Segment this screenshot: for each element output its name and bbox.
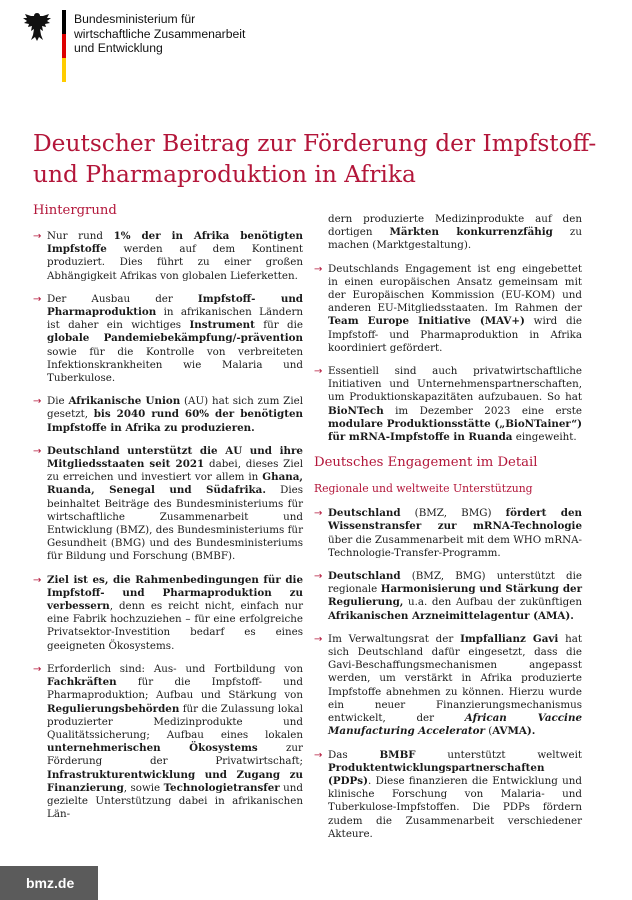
bullet-text: zur Förderung der Privatwirtschaft;: [47, 742, 303, 768]
bullet-emphasis: Team Europe Initiative (MAV+): [328, 315, 525, 328]
title-line: Deutscher Beitrag zur Förderung der Impfstoff-: [33, 130, 597, 157]
bullet-text: Erforderlich sind: Aus- und Fortbildung von: [47, 662, 303, 675]
bullet-emphasis: Deutschland: [328, 570, 401, 583]
bullet-emphasis: Infrastrukturentwicklung und Zugang zu Finanzierung: [47, 768, 303, 794]
arrow-icon: →: [314, 749, 323, 761]
ministry-name: [74, 12, 274, 56]
title-line: und Pharmaproduktion in Afrika: [33, 161, 416, 188]
continued-paragraph: [314, 213, 582, 253]
bullet-text: dern produzierte Medizinprodukte auf den dortigen: [328, 213, 582, 239]
bullet-item: [33, 663, 303, 821]
bullet-emphasis: Technologietransfer: [163, 781, 280, 794]
bullet-text: Dies beinhaltet Beiträge des Bundesministeriums für wirtschaftliche Zusammenarbeit und Entwicklung (BMZ), des Bundesministeriums für Gesundheit (BMG) und des Bundesministeriums für Bildung und Forschung (BMBF).: [47, 484, 303, 563]
section-heading-background: Hintergrund: [33, 203, 117, 218]
bullet-text: , sowie: [123, 781, 164, 794]
bullet-item: [314, 749, 582, 841]
bullet-text: für die Impfstoff- und Pharmaproduktion; Aufbau und Stärkung von: [47, 676, 303, 702]
bullet-text: Die: [47, 395, 69, 408]
bullet-text: u.a. den Aufbau der zukünftigen: [403, 596, 582, 609]
bullet-emphasis: modulare Produktionsstätte („BioNTainer“) für mRNA-Impfstoffe in Ruanda: [328, 417, 582, 444]
bullet-text: (: [484, 725, 493, 738]
bullet-item: [33, 293, 303, 385]
bullet-emphasis: bis 2040 rund 60% der benötigten Impfstoffe in Afrika zu produzieren.: [47, 408, 303, 434]
arrow-icon: →: [314, 633, 323, 645]
bullet-emphasis: Regulierungsbehörden: [47, 702, 180, 715]
bullet-emphasis: 1% der in Afrika benötigten Impfstoffe: [47, 230, 303, 256]
page-title: [33, 128, 613, 190]
bullet-text: dabei, dieses Ziel zu erreichen und investiert vor allem in: [47, 458, 304, 484]
bullet-item: [314, 507, 582, 560]
flag-bar: [62, 10, 66, 82]
bullet-text: und gezielte Unterstützung dabei in afrikanischen Län-: [47, 781, 303, 821]
ministry-line: Bundesministerium für: [74, 12, 196, 26]
bullet-text: werden auf dem Kontinent produziert. Dies führt zu einer großen Abhängigkeit Afrikas von globalen Lieferketten.: [47, 243, 303, 282]
bullet-item: [314, 365, 582, 444]
bullet-text: Im Verwaltungsrat der: [328, 632, 461, 645]
bullet-text: (BMZ, BMG): [400, 507, 506, 520]
bullet-emphasis: Harmonisierung und Stärkung der Regulierung,: [328, 583, 582, 609]
bullet-emphasis: Afrikanische Union: [68, 395, 181, 408]
bullet-emphasis: BMBF: [379, 748, 416, 761]
arrow-icon: →: [33, 574, 42, 586]
bullet-text: Der Ausbau der: [47, 292, 198, 305]
bullet-emphasis: Märkten konkurrenzfähig: [389, 226, 553, 239]
bullet-text: Das: [328, 748, 380, 761]
arrow-icon: →: [314, 508, 323, 520]
arrow-icon: →: [33, 231, 42, 242]
section-heading-engagement: Deutsches Engagement im Detail: [314, 455, 538, 471]
bullet-emphasis: Deutschland: [328, 507, 401, 520]
federal-eagle-icon: [20, 10, 54, 44]
arrow-icon: →: [33, 445, 42, 457]
arrow-icon: →: [314, 571, 323, 583]
bullet-item: [314, 570, 582, 623]
bullet-text: hat sich Deutschland dafür eingesetzt, dass die Gavi-Beschaffungsmechanismen angepasst werden, um verstärkt in Afrika produzierte Impfstoffe abnehmen zu können. Hierzu wurde ein neuer Finanzierungsmechanismus entwickelt, der: [328, 632, 583, 725]
arrow-icon: →: [314, 263, 323, 275]
bullet-text: für die: [254, 319, 303, 332]
bullet-text: sowie für die Kontrolle von verbreiteten Infektionskrankheiten wie Malaria und Tuberkulose.: [47, 345, 303, 385]
bullet-text: (AU) hat sich zum Ziel gesetzt,: [47, 395, 303, 421]
arrow-icon: →: [314, 366, 323, 378]
right-column: [314, 213, 582, 851]
bullet-emphasis: fördert den Wissenstransfer zur mRNA-Technologie: [328, 507, 583, 533]
bullet-text: unterstützt weltweit: [415, 748, 582, 761]
bullet-emphasis: Afrikanischen Arzneimittelagentur (AMA).: [328, 609, 574, 622]
arrow-icon: →: [33, 293, 42, 305]
bullet-item: [314, 633, 582, 739]
bullet-emphasis: Produktentwicklungspartnerschaften (PDPs): [328, 761, 545, 787]
bullet-text: im Dezember 2023 eine erste: [383, 404, 582, 417]
bullet-item: [33, 230, 303, 283]
bullet-text: . Diese finanzieren die Entwicklung und klinische Forschung von Malaria- und Tuberkulose-Impfstoffen. Die PDPs fördern zudem die Zusammenarbeit verschiedener Akteure.: [328, 774, 582, 840]
bullet-emphasis: Impfstoff- und Pharmaproduktion: [47, 292, 303, 319]
bullet-text: wird die Impfstoff- und Pharmaproduktion in Afrika koordiniert gefördert.: [328, 315, 582, 354]
bullet-text: zu machen (Marktgestaltung).: [328, 226, 582, 252]
bullet-item: [33, 445, 303, 564]
bullet-emphasis: unternehmerischen Ökosystems: [47, 742, 258, 755]
bullet-emphasis: AVMA).: [492, 725, 536, 738]
ministry-line: wirtschaftliche Zusammenarbeit: [74, 26, 246, 41]
bullet-emphasis: African Vaccine Manufacturing Accelerator: [328, 712, 582, 738]
bullet-emphasis: Instrument: [189, 319, 255, 332]
bullet-text: (BMZ, BMG) unterstützt die regionale: [328, 570, 582, 596]
left-column: [33, 202, 303, 831]
subheading-support: Regionale und weltweite Unterstützung: [314, 482, 533, 496]
bullet-text: über die Zusammenarbeit mit dem WHO mRNA-Technologie-Transfer-Programm.: [328, 533, 582, 559]
bullet-item: [314, 263, 582, 355]
ministry-line: und Entwicklung: [74, 41, 163, 55]
bullet-emphasis: globale Pandemiebekämpfung/-prävention: [47, 332, 303, 345]
arrow-icon: →: [33, 663, 42, 675]
bullet-emphasis: Deutschland unterstützt die AU und ihre Mitgliedsstaaten seit 2021: [47, 444, 303, 471]
arrow-icon: →: [33, 396, 42, 408]
bullet-emphasis: Impfallianz Gavi: [460, 632, 559, 645]
bullet-text: Essentiell sind auch privatwirtschaftliche Initiativen und Unternehmenspartnerschaften, um Produktionskapazitäten aufzubauen. So hat: [328, 365, 582, 404]
bullet-text: , denn es reicht nicht, einfach nur eine Fabrik hochzuziehen – für eine erfolgreiche Privatsektor-Investition bedarf es eines geeigneten Ökosystems.: [47, 600, 303, 652]
bmz-logo[interactable]: bmz.de: [0, 866, 98, 900]
bullet-text: für die Zulassung lokal produzierter Medizinprodukte und Qualitätssicherung; Aufbau eines lokalen: [47, 702, 303, 741]
bullet-emphasis: Ghana, Ruanda, Senegal und Südafrika.: [47, 471, 303, 497]
bullet-emphasis: Fachkräften: [47, 676, 117, 689]
bullet-item: [33, 395, 303, 435]
bullet-text: Deutschlands Engagement ist eng eingebettet in einen europäischen Ansatz gemeinsam mit der Europäischen Kommission (EU-KOM) und anderen EU-Mitgliedsstaaten. Im Rahmen der: [328, 262, 582, 315]
bullet-text: Nur rund: [47, 230, 114, 242]
bullet-text: eingeweiht.: [512, 431, 577, 444]
bullet-item: [33, 574, 303, 653]
bullet-text: in afrikanischen Ländern ist daher ein wichtiges: [47, 306, 303, 332]
bullet-emphasis: Ziel ist es, die Rahmenbedingungen für die Impfstoff- und Pharmaproduktion zu verbessern: [47, 573, 303, 613]
bullet-emphasis: BioNTech: [328, 404, 384, 417]
